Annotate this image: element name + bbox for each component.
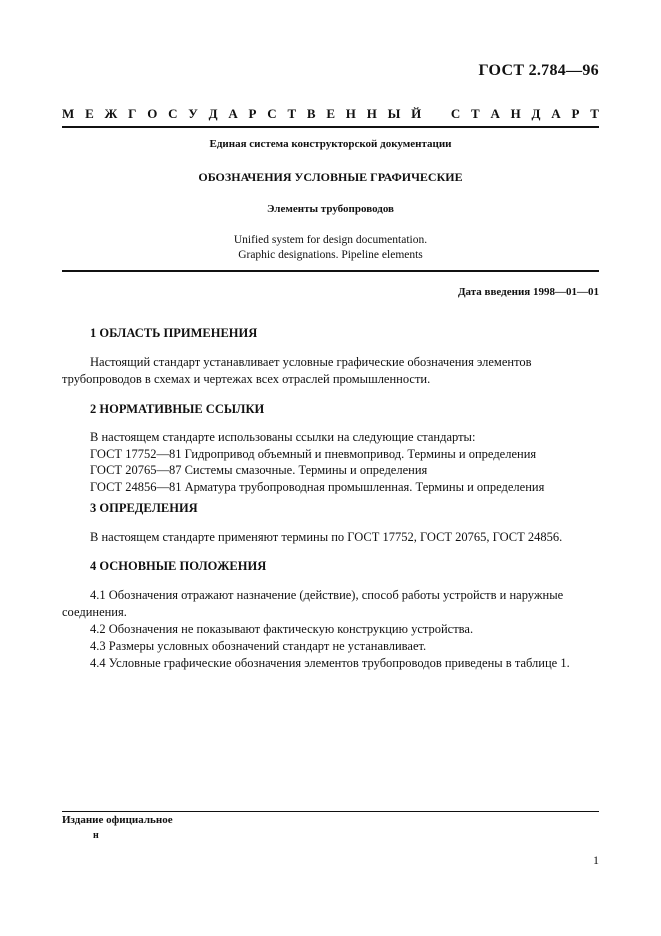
section-1-text: Настоящий стандарт устанавливает условные графические обозначения элементов трубопроводов в схемах и чертежах всех отраслей промышленности. — [62, 355, 532, 386]
system-name: Единая система конструкторской документации — [209, 138, 452, 150]
section-1-heading: 1 ОБЛАСТЬ ПРИМЕНЕНИЯ — [90, 326, 258, 340]
banner-letter: Д — [208, 106, 218, 121]
banner-letter: Е — [85, 106, 94, 121]
banner-letter: Н — [345, 106, 356, 121]
banner-letter: Н — [366, 106, 377, 121]
standard-number: ГОСТ 2.784—96 — [478, 62, 599, 79]
banner-letter: С — [168, 106, 178, 121]
reference-item: ГОСТ 24856—81 Арматура трубопроводная промышленная. Термины и определения — [90, 479, 545, 494]
title-block-rule — [62, 270, 599, 272]
banner-letter: Т — [590, 106, 599, 121]
banner-letter: У — [188, 106, 198, 121]
banner-letter: С — [450, 106, 461, 121]
banner-letter — [432, 106, 440, 122]
section-2-intro: В настоящем стандарте использованы ссылки на следующие стандарты: — [90, 430, 476, 444]
clause-4-3: 4.3 Размеры условных обозначений стандарт не устанавливает. — [90, 639, 427, 653]
section-4-heading: 4 ОСНОВНЫЕ ПОЛОЖЕНИЯ — [90, 559, 267, 573]
banner-letter: Е — [326, 106, 336, 121]
section-3-heading: 3 ОПРЕДЕЛЕНИЯ — [90, 501, 198, 515]
banner-letter: А — [551, 106, 561, 121]
section-2-heading: 2 НОРМАТИВНЫЕ ССЫЛКИ — [90, 402, 265, 416]
banner-letter: Д — [531, 106, 541, 121]
clause-4-4: 4.4 Условные графические обозначения элементов трубопроводов приведены в таблице 1. — [90, 656, 570, 670]
banner-letter: Ы — [387, 106, 401, 121]
banner-letter: О — [147, 106, 158, 121]
banner-letter: С — [267, 106, 277, 121]
banner-letter: Г — [128, 106, 137, 121]
banner-letter: Т — [287, 106, 297, 121]
section-3-text: В настоящем стандарте применяют термины по ГОСТ 17752, ГОСТ 20765, ГОСТ 24856. — [90, 530, 563, 544]
english-title-line-2: Graphic designations. Pipeline elements — [238, 249, 423, 261]
official-edition-label: Издание официальное — [62, 814, 173, 826]
english-title-line-1: Unified system for design documentation. — [233, 234, 428, 246]
banner-letter: Н — [510, 106, 521, 121]
banner-letter: Р — [571, 106, 580, 121]
banner-letter: Т — [471, 106, 480, 121]
page-number: 1 — [593, 853, 599, 867]
reference-item: ГОСТ 20765—87 Системы смазочные. Термины и определения — [90, 463, 428, 477]
edition-mark: н — [93, 830, 99, 841]
banner-letter: Р — [248, 106, 257, 121]
introduction-date: Дата введения 1998—01—01 — [457, 286, 599, 298]
section-2-references — [90, 429, 544, 495]
reference-item: ГОСТ 17752—81 Гидропривод объемный и пневмопривод. Термины и определения — [90, 446, 537, 461]
banner-letter: В — [306, 106, 316, 121]
clause-4-1: 4.1 Обозначения отражают назначение (действие), способ работы устройств и наружные соединения. — [62, 588, 564, 619]
banner-letter: А — [490, 106, 500, 121]
banner-letter: Й — [411, 106, 422, 121]
interstate-standard-banner — [62, 106, 599, 122]
document-title: ОБОЗНАЧЕНИЯ УСЛОВНЫЕ ГРАФИЧЕСКИЕ — [198, 170, 463, 184]
clause-4-2: 4.2 Обозначения не показывают фактическую конструкцию устройства. — [90, 622, 474, 636]
english-title — [62, 233, 599, 263]
footer-rule — [62, 811, 599, 812]
banner-letter: А — [228, 106, 238, 121]
banner-letter: Ж — [104, 106, 118, 121]
banner-letter: М — [62, 106, 75, 121]
header-rule — [62, 126, 599, 128]
document-subtitle: Элементы трубопроводов — [266, 203, 394, 215]
section-4-paragraphs — [62, 587, 599, 672]
